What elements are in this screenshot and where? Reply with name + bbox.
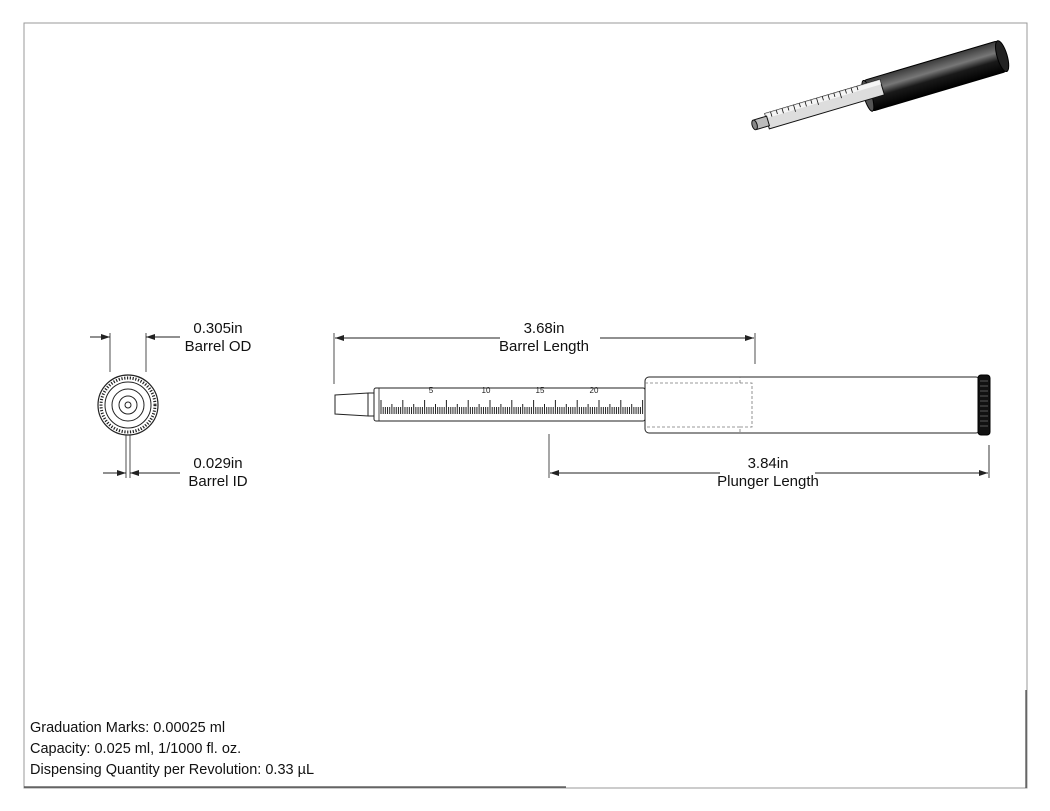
barrel-od-dimension bbox=[168, 320, 268, 356]
barrel-length-dimension bbox=[484, 320, 604, 356]
barrel-id-label: Barrel ID bbox=[188, 473, 248, 490]
barrel-length-label: Barrel Length bbox=[498, 338, 590, 355]
barrel-id-value: 0.029in bbox=[193, 455, 243, 472]
syringe-side-view bbox=[334, 333, 990, 478]
syringe-end-view bbox=[90, 333, 180, 478]
plunger-length-value: 3.84in bbox=[747, 455, 789, 472]
specification-notes bbox=[30, 718, 314, 781]
plunger-length-dimension bbox=[703, 455, 833, 491]
barrel-id-dimension bbox=[168, 455, 268, 491]
scale-number-10: 10 bbox=[481, 386, 491, 395]
barrel-length-value: 3.68in bbox=[523, 320, 565, 337]
note-dispensing-quantity: Dispensing Quantity per Revolution: 0.33 µL bbox=[30, 762, 315, 778]
barrel-od-label: Barrel OD bbox=[184, 338, 252, 355]
scale-number-15: 15 bbox=[535, 386, 545, 395]
syringe-3d-view bbox=[750, 39, 1012, 133]
scale-number-20: 20 bbox=[589, 386, 599, 395]
plunger-length-label: Plunger Length bbox=[717, 473, 819, 490]
note-graduation-marks: Graduation Marks: 0.00025 ml bbox=[30, 720, 226, 736]
note-capacity: Capacity: 0.025 ml, 1/1000 fl. oz. bbox=[30, 741, 242, 757]
scale-number-5: 5 bbox=[428, 386, 434, 395]
barrel-od-value: 0.305in bbox=[193, 320, 243, 337]
